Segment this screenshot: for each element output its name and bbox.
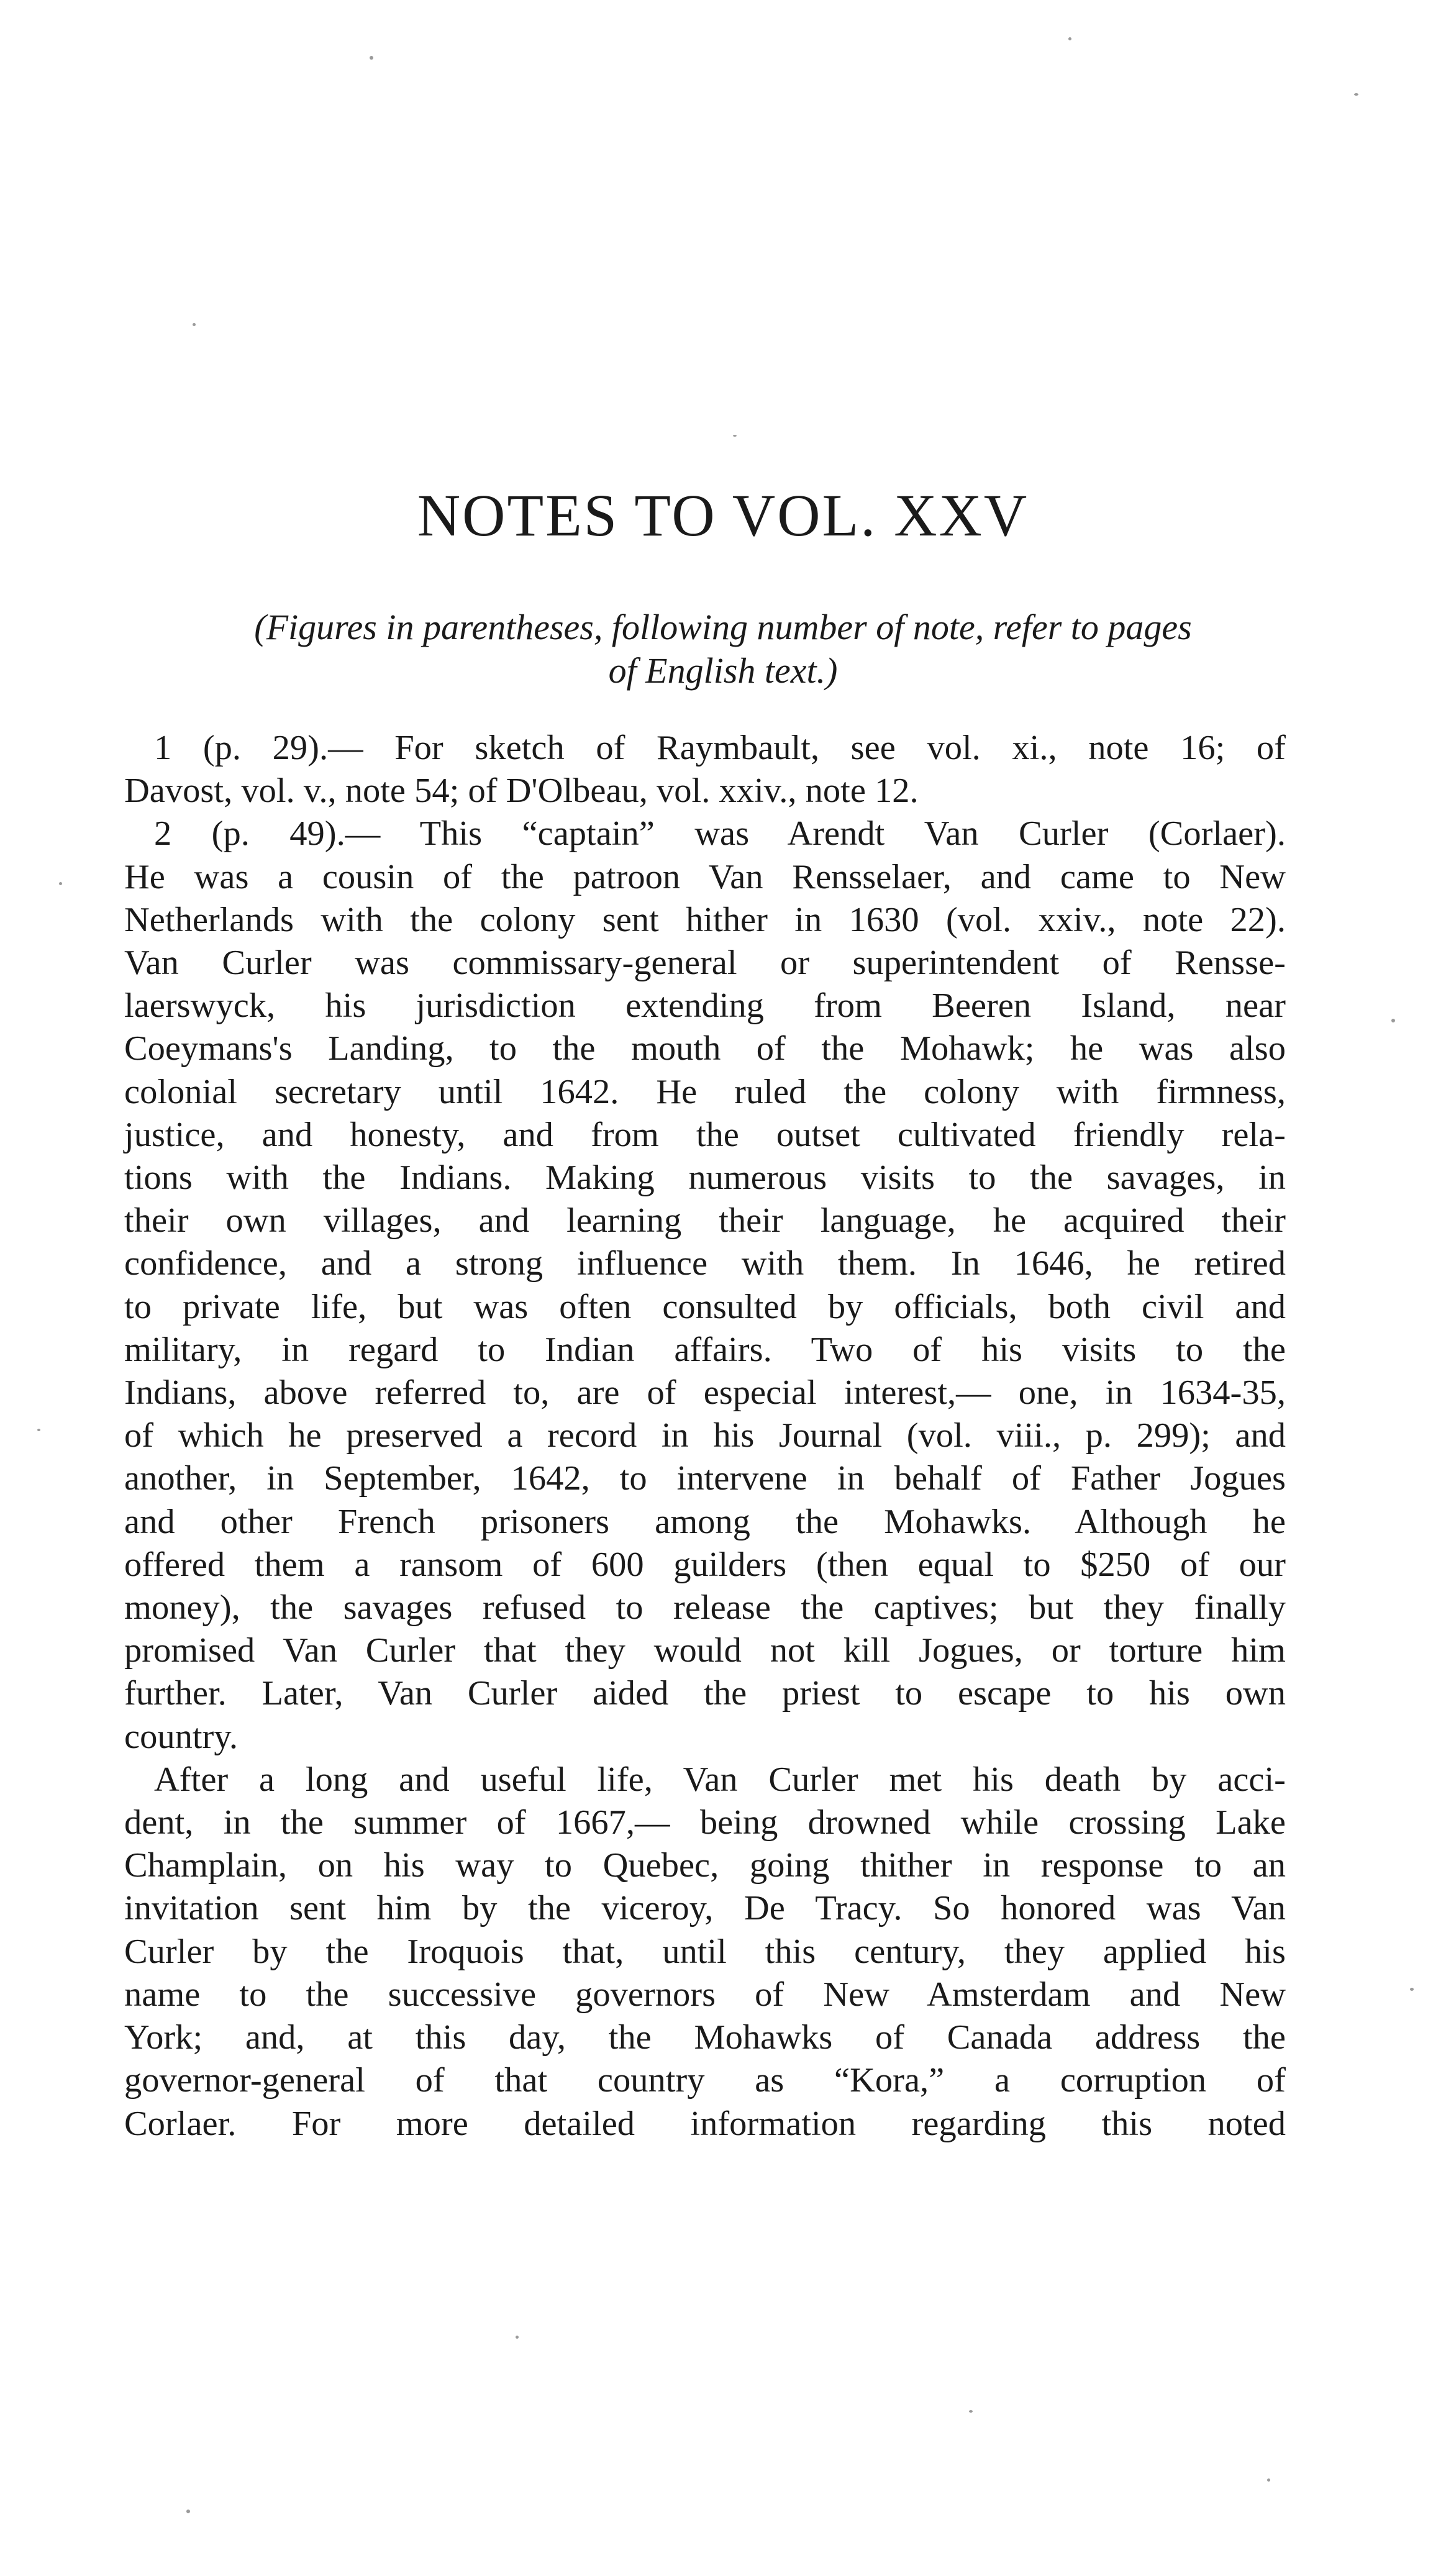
text-line: 1 (p. 29).— For sketch of Raymbault, see vol. xi., note 16; of [154, 729, 1286, 767]
text-line: name to the successive governors of New Amsterdam and New [124, 1975, 1286, 2014]
scan-speck [1410, 1988, 1414, 1991]
note-2 [124, 812, 1286, 1758]
text-line: Indians, above referred to, are of especial interest,— one, in 1634-35, [124, 1373, 1286, 1413]
text-line: confidence, and a strong influence with them. In 1646, he retired [124, 1244, 1286, 1283]
scan-speck [1354, 93, 1358, 96]
scan-speck [186, 2510, 190, 2513]
text-line: another, in September, 1642, to intervene in behalf of Father Jogues [124, 1459, 1286, 1498]
scan-speck [1267, 2478, 1270, 2482]
text-line: Van Curler was commissary-general or superintendent of Rensse- [124, 944, 1286, 983]
text-line: tions with the Indians. Making numerous visits to the savages, in [124, 1158, 1286, 1198]
note-1 [124, 727, 1286, 812]
text-line: Champlain, on his way to Quebec, going thither in response to an [124, 1846, 1286, 1885]
scan-speck [969, 2410, 973, 2413]
text-line: York; and, at this day, the Mohawks of Canada address the [124, 2018, 1286, 2057]
text-line: Coeymans's Landing, to the mouth of the Mohawk; he was also [124, 1029, 1286, 1068]
text-line: money), the savages refused to release the captives; but they finally [124, 1588, 1286, 1627]
text-line: further. Later, Van Curler aided the priest to escape to his own [124, 1674, 1286, 1713]
scan-speck [516, 2336, 519, 2339]
text-line: justice, and honesty, and from the outset cultivated friendly rela- [124, 1115, 1286, 1154]
text-line: to private life, but was often consulted by officials, both civil and [124, 1287, 1286, 1326]
text-line: their own villages, and learning their language, he acquired their [124, 1201, 1286, 1240]
text-line: colonial secretary until 1642. He ruled the colony with firmness, [124, 1072, 1286, 1111]
scan-speck [1391, 1019, 1395, 1022]
text-line: military, in regard to Indian affairs. Two of his visits to the [124, 1330, 1286, 1369]
text-line: dent, in the summer of 1667,— being drowned while crossing Lake [124, 1803, 1286, 1842]
scan-speck [733, 435, 737, 437]
text-line: Davost, vol. v., note 54; of D'Olbeau, vol. xxiv., note 12. [124, 771, 919, 811]
scan-speck [370, 56, 373, 60]
text-line: Curler by the Iroquois that, until this century, they applied his [124, 1932, 1286, 1971]
subtitle-line: of English text.) [608, 650, 838, 691]
text-line: promised Van Curler that they would not kill Jogues, or torture him [124, 1631, 1286, 1670]
text-line: Netherlands with the colony sent hither in 1630 (vol. xxiv., note 22). [124, 900, 1286, 939]
text-line: Corlaer. For more detailed information regarding this noted [124, 2104, 1286, 2143]
subtitle-line: (Figures in parentheses, following number of note, refer to pages [254, 607, 1192, 647]
text-line: laerswyck, his jurisdiction extending from Beeren Island, near [124, 986, 1286, 1026]
scan-speck [193, 323, 196, 326]
text-line: invitation sent him by the viceroy, De Tracy. So honored was Van [124, 1889, 1286, 1928]
text-line: 2 (p. 49).— This “captain” was Arendt Van Curler (Corlaer). [154, 814, 1286, 853]
text-line: governor-general of that country as “Kora,” a corruption of [124, 2061, 1286, 2100]
text-line: He was a cousin of the patroon Van Rensselaer, and came to New [124, 857, 1286, 896]
notes-body [124, 727, 1286, 2146]
text-line: of which he preserved a record in his Journal (vol. viii., p. 299); and [124, 1416, 1286, 1455]
page-subtitle [137, 606, 1309, 693]
text-line: offered them a ransom of 600 guilders (then equal to $250 of our [124, 1545, 1286, 1584]
text-line: After a long and useful life, Van Curler met his death by acci- [154, 1760, 1286, 1799]
text-line: and other French prisoners among the Mohawks. Although he [124, 1502, 1286, 1541]
scan-speck [37, 1429, 40, 1431]
note-2-continued [124, 1759, 1286, 2146]
scan-speck [1068, 37, 1071, 40]
scan-speck [59, 882, 62, 885]
page-title: NOTES TO VOL. XXV [417, 482, 1029, 548]
text-line: country. [124, 1717, 239, 1756]
